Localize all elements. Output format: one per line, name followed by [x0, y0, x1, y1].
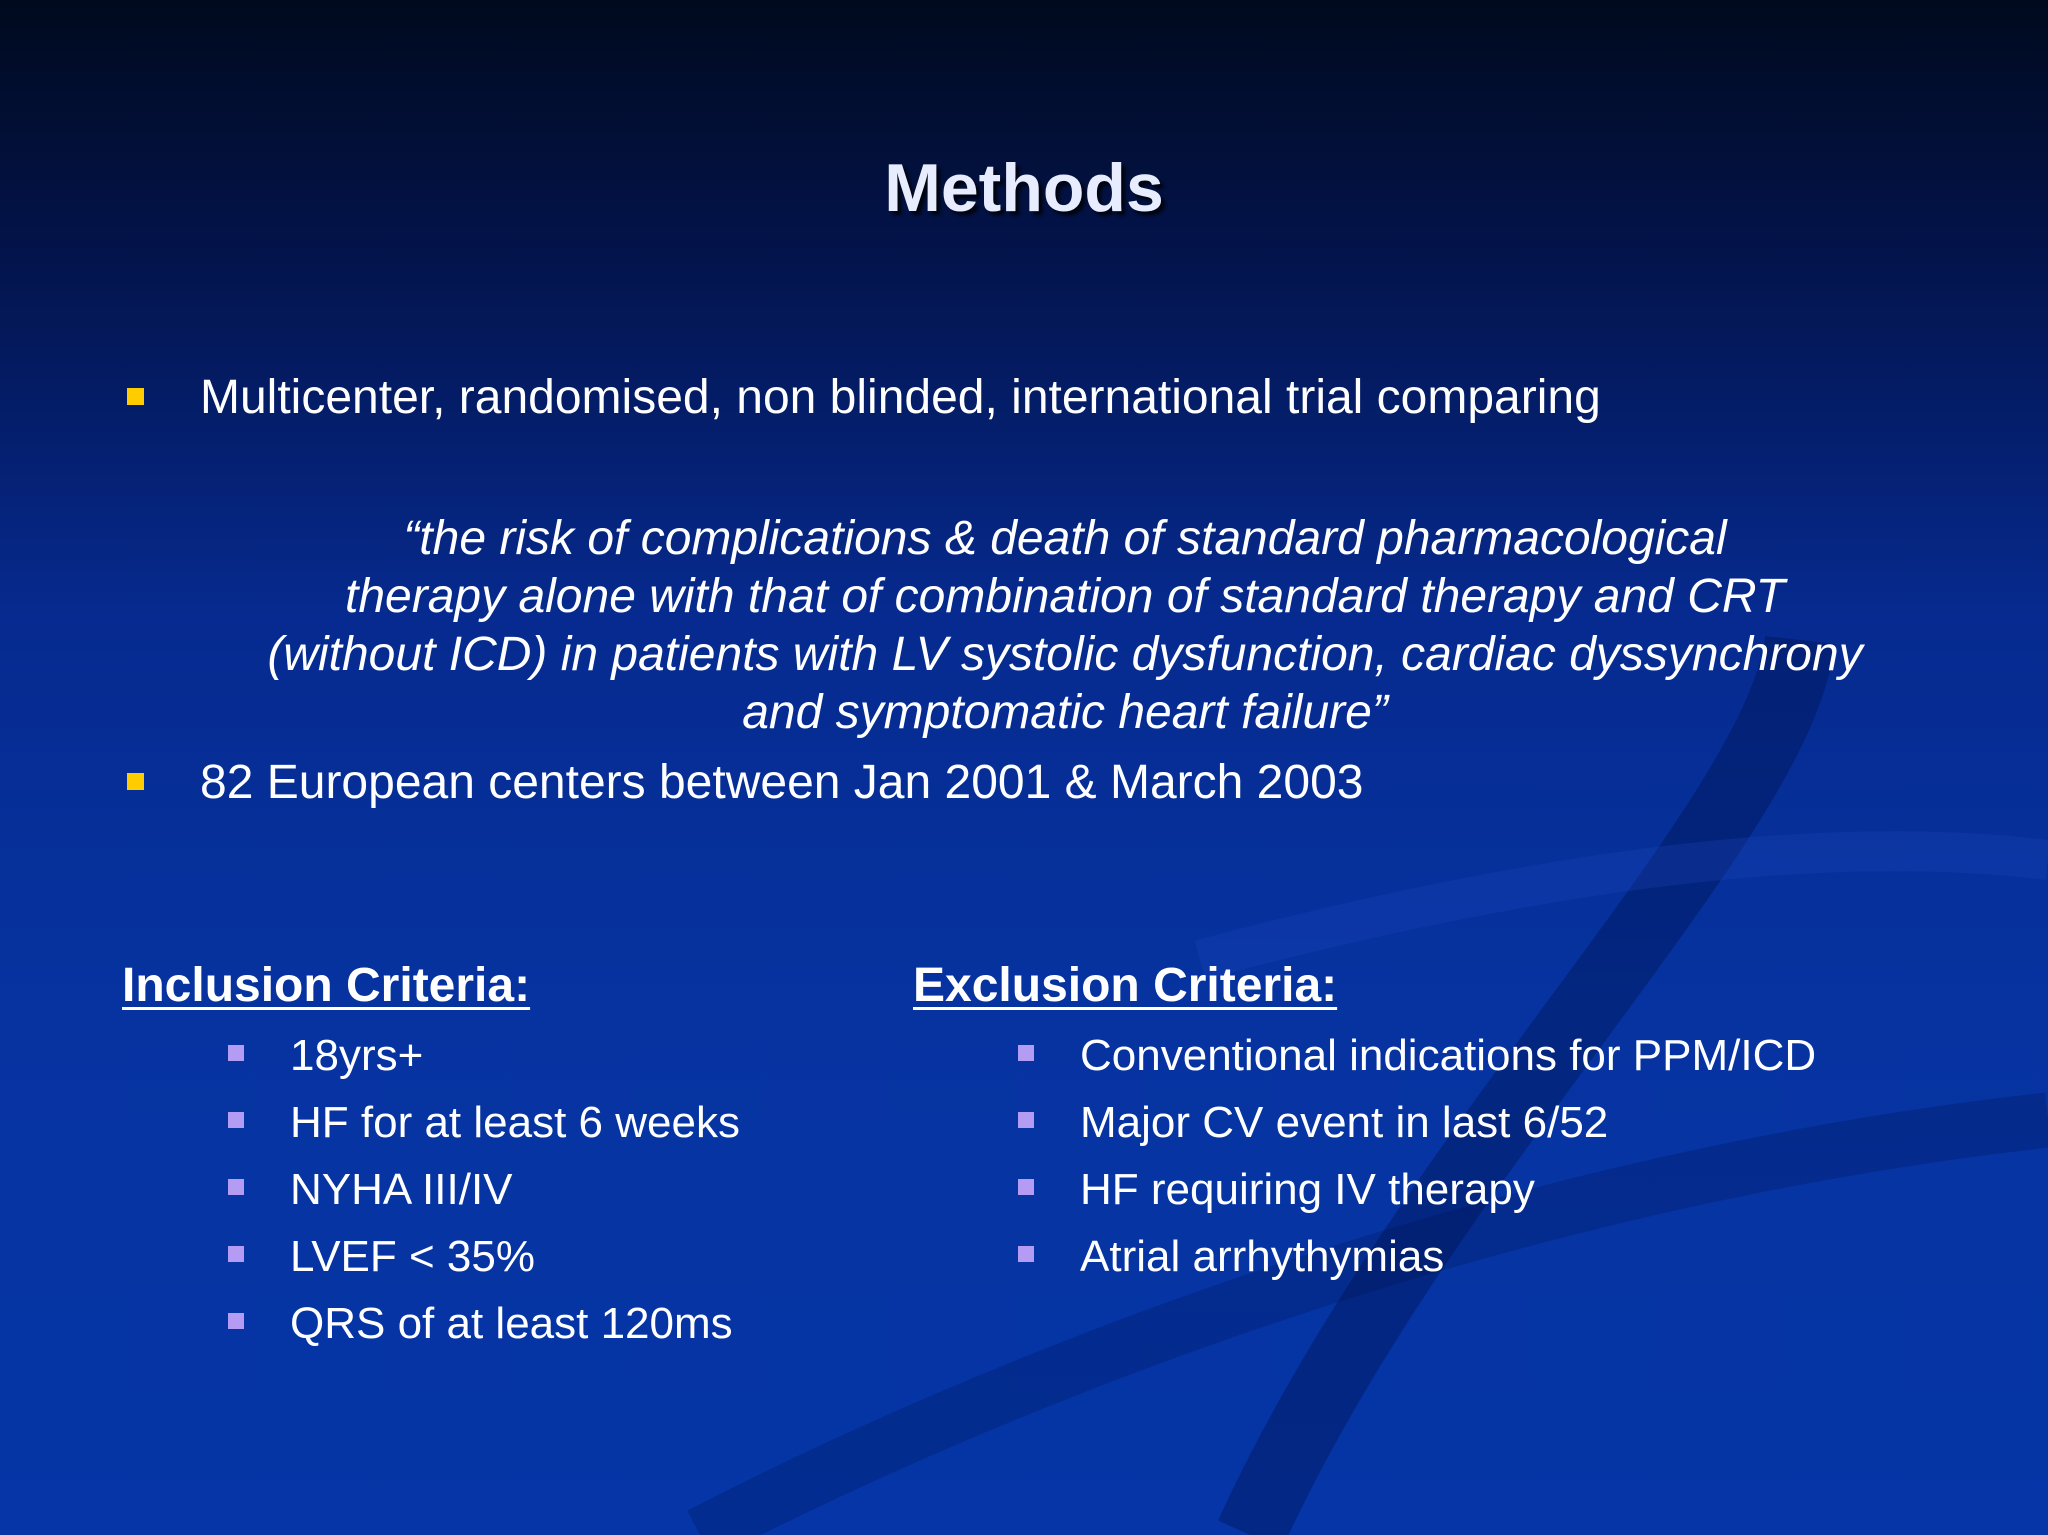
- sub-bullet-square-icon: [228, 1246, 244, 1262]
- bullet-square-icon: [127, 773, 144, 790]
- exclusion-item: HF requiring IV therapy: [1080, 1165, 1535, 1214]
- exclusion-item: Major CV event in last 6/52: [1080, 1098, 1609, 1147]
- sub-bullet-square-icon: [1018, 1045, 1034, 1061]
- sub-bullet-square-icon: [228, 1112, 244, 1128]
- bullet-trial-design: Multicenter, randomised, non blinded, international trial comparing: [200, 371, 1601, 424]
- sub-bullet-square-icon: [1018, 1179, 1034, 1195]
- bullet-square-icon: [127, 388, 144, 405]
- sub-bullet-square-icon: [228, 1045, 244, 1061]
- sub-bullet-square-icon: [228, 1179, 244, 1195]
- bullet-centers: 82 European centers between Jan 2001 & March 2003: [200, 756, 1364, 809]
- exclusion-item: Conventional indications for PPM/ICD: [1080, 1031, 1817, 1080]
- inclusion-item: LVEF < 35%: [290, 1232, 535, 1281]
- inclusion-item: QRS of at least 120ms: [290, 1299, 733, 1348]
- inclusion-criteria-heading: Inclusion Criteria:: [122, 959, 531, 1012]
- sub-bullet-square-icon: [1018, 1246, 1034, 1262]
- sub-bullet-square-icon: [228, 1313, 244, 1329]
- slide-title: Methods: [884, 150, 1164, 226]
- inclusion-item: 18yrs+: [290, 1031, 424, 1080]
- sub-bullet-square-icon: [1018, 1112, 1034, 1128]
- exclusion-item: Atrial arrhythymias: [1080, 1232, 1445, 1281]
- exclusion-criteria-heading: Exclusion Criteria:: [913, 959, 1338, 1012]
- inclusion-item: HF for at least 6 weeks: [290, 1098, 740, 1147]
- trial-quote: “the risk of complications & death of standard pharmacological therapy alone with that of combination of standard therapy and CRT (without ICD) in patients with LV systolic dysfunction, cardiac dyssynchrony and symptomatic heart failure”: [267, 512, 1863, 739]
- inclusion-item: NYHA III/IV: [290, 1165, 513, 1214]
